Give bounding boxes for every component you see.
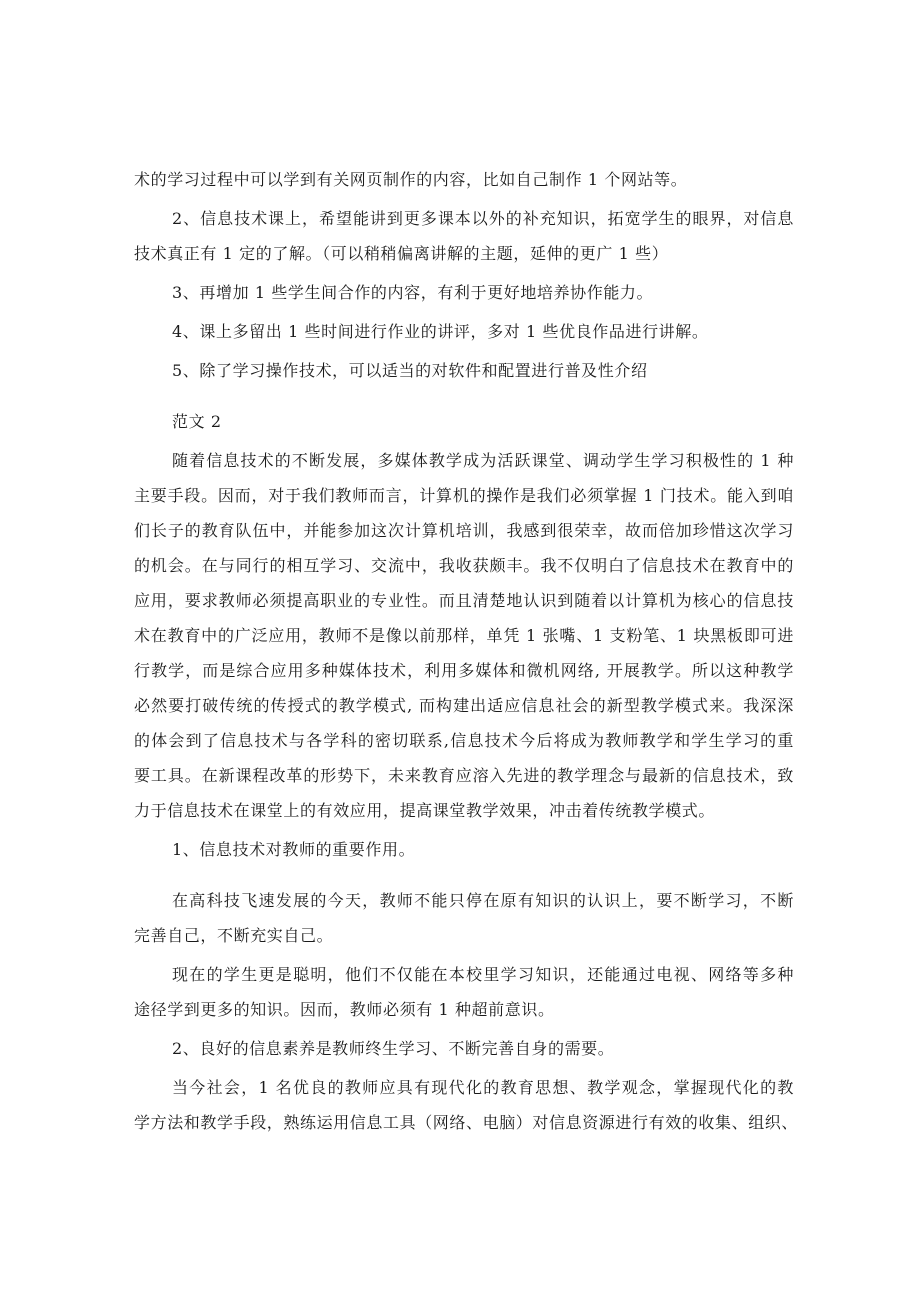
paragraph-line: 们长子的教育队伍中，并能参加这次计算机培训，我感到很荣幸，故而倍加珍惜这次学习 [134,521,794,540]
paragraph-line: 的机会。在与同行的相互学习、交流中，我收获颇丰。我不仅明白了信息技术在教育中的 [134,556,794,575]
paragraph-line: 2、信息技术课上，希望能讲到更多课本以外的补充知识，拓宽学生的眼界，对信息 [172,209,794,228]
section-heading: 范文 2 [172,412,222,431]
paragraph-line: 在高科技飞速发展的今天，教师不能只停在原有知识的认识上，要不断学习，不断 [172,891,794,910]
paragraph-line: 学方法和教学手段，熟练运用信息工具（网络、电脑）对信息资源进行有效的收集、组织、 [134,1113,799,1132]
paragraph-line: 术的学习过程中可以学到有关网页制作的内容，比如自己制作 1 个网站等。 [134,170,688,189]
paragraph-line: 完善自己，不断充实自己。 [134,926,334,945]
paragraph-line: 术在教育中的广泛应用，教师不是像以前那样，单凭 1 张嘴、1 支粉笔、1 块黑板即可进 [134,626,794,645]
paragraph-line: 途径学到更多的知识。因而，教师必须有 1 种超前意识。 [134,1000,555,1019]
paragraph-line: 随着信息技术的不断发展，多媒体教学成为活跃课堂、调动学生学习积极性的 1 种 [172,451,794,470]
paragraph-line: 要工具。在新课程改革的形势下，未来教育应溶入先进的教学理念与最新的信息技术，致 [134,766,794,785]
list-item: 4、课上多留出 1 些时间进行作业的讲评，多对 1 些优良作品进行讲解。 [172,322,709,341]
paragraph-line: 当今社会，1 名优良的教师应具有现代化的教育思想、教学观念，掌握现代化的教 [172,1078,794,1097]
paragraph-line: 技术真正有 1 定的了解。（可以稍稍偏离讲解的主题，延伸的更广 1 些） [134,244,669,263]
subheading: 2、良好的信息素养是教师终生学习、不断完善自身的需要。 [172,1039,615,1058]
paragraph-line: 的体会到了信息技术与各学科的密切联系,信息技术今后将成为教师教学和学生学习的重 [134,731,794,750]
list-item: 3、再增加 1 些学生间合作的内容，有利于更好地培养协作能力。 [172,283,654,302]
subheading: 1、信息技术对教师的重要作用。 [172,840,416,859]
paragraph-line: 应用，要求教师必须提高职业的专业性。而且清楚地认识到随着以计算机为核心的信息技 [134,591,794,610]
paragraph-line: 行教学，而是综合应用多种媒体技术，利用多媒体和微机网络, 开展教学。所以这种教学 [134,661,794,680]
paragraph-line: 主要手段。因而，对于我们教师而言，计算机的操作是我们必须掌握 1 门技术。能入到咱 [134,486,794,505]
list-item: 5、除了学习操作技术，可以适当的对软件和配置进行普及性介绍 [172,361,648,380]
paragraph-line: 必然要打破传统的传授式的教学模式, 而构建出适应信息社会的新型教学模式来。我深深 [134,696,794,715]
paragraph-line: 力于信息技术在课堂上的有效应用，提高课堂教学效果，冲击着传统教学模式。 [134,801,716,820]
paragraph-line: 现在的学生更是聪明，他们不仅能在本校里学习知识，还能通过电视、网络等多种 [172,965,794,984]
